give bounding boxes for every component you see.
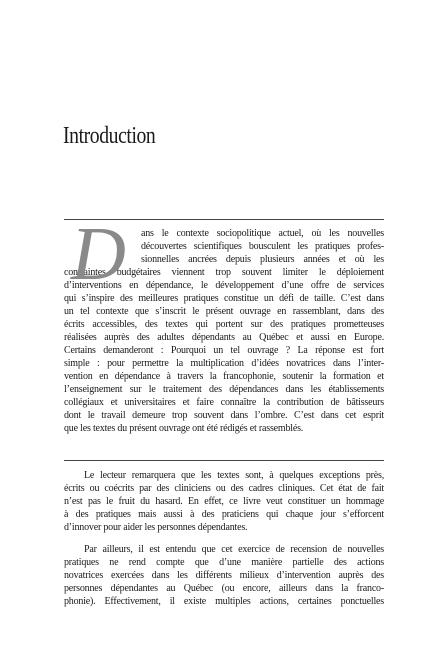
intro-line: Certains demanderont : Pourquoi un tel ouvrage ? La réponse est fort bbox=[64, 345, 384, 356]
intro-line: que les textes du présent ouvrage ont été rédigés et rassemblés. bbox=[64, 423, 304, 434]
intro-line: l’enseignement sur le traitement des dépendances dans les établissements bbox=[64, 384, 384, 395]
intro-line: dont le travail demeure trop souvent dans l’ombre. C’est dans cet esprit bbox=[64, 410, 384, 421]
body-line: à des pratiques mais aussi à des praticiens qui chaque jour s’efforcent bbox=[64, 509, 384, 520]
body-line: novatrices exercées dans les différents milieux d’intervention auprès des bbox=[64, 570, 384, 581]
intro-line: d’interventions en dépendance, le développement d’une offre de services bbox=[64, 280, 384, 291]
intro-line: simple : pour permettre la multiplication d’idées novatrices dans l’inter- bbox=[64, 358, 384, 369]
intro-line: vention en dépendance à travers la francophonie, soutenir la formation et bbox=[64, 371, 384, 382]
intro-line: un tel contexte que s’inscrit le présent ouvrage en rassemblant, dans des bbox=[64, 306, 384, 317]
body-line: pratiques ne rend compte que d’une manière partielle des actions bbox=[64, 557, 384, 568]
intro-line: qui s’inspire des meilleures pratiques constitue un défi de taille. C’est dans bbox=[64, 293, 384, 304]
intro-line: écrits accessibles, des textes qui portent sur des pratiques prometteuses bbox=[64, 319, 384, 330]
section-rule bbox=[64, 460, 384, 461]
intro-line: contraintes budgétaires viennent trop souvent limiter le déploiement bbox=[64, 267, 384, 278]
intro-line: réalisées auprès des adultes dépendants au Québec et aussi en Europe. bbox=[64, 332, 384, 343]
body-line: personnes dépendantes au Québec (ou encore, ailleurs dans la franco- bbox=[64, 583, 384, 594]
chapter-title: Introduction bbox=[63, 123, 156, 149]
intro-paragraph bbox=[64, 227, 384, 452]
intro-line: collégiaux et universitaires et faire connaître la contribution de bâtisseurs bbox=[64, 397, 384, 408]
intro-line: sionnelles ancrées depuis plusieurs années et où les bbox=[141, 254, 384, 265]
intro-line: découvertes scientifiques bousculent les pratiques profes- bbox=[141, 241, 384, 252]
drop-cap: D bbox=[71, 227, 126, 296]
intro-line: ans le contexte sociopolitique actuel, où les nouvelles bbox=[141, 228, 384, 239]
paragraph-spacer bbox=[64, 534, 384, 543]
body-text bbox=[64, 469, 384, 649]
body-line: Le lecteur remarquera que les textes sont, à quelques exceptions près, bbox=[84, 470, 384, 481]
body-line: phonie). Effectivement, il existe multiples actions, certaines ponctuelles bbox=[64, 596, 384, 607]
body-line: n’est pas le fruit du hasard. En effet, ce livre veut constituer un hommage bbox=[64, 496, 384, 507]
body-line: d’innover pour aider les personnes dépendantes. bbox=[64, 522, 248, 533]
top-rule bbox=[64, 219, 384, 220]
body-line: Par ailleurs, il est entendu que cet exercice de recension de nouvelles bbox=[84, 544, 384, 555]
body-line: écrits ou coécrits par des cliniciens ou des cadres cliniques. Cet état de fait bbox=[64, 483, 384, 494]
